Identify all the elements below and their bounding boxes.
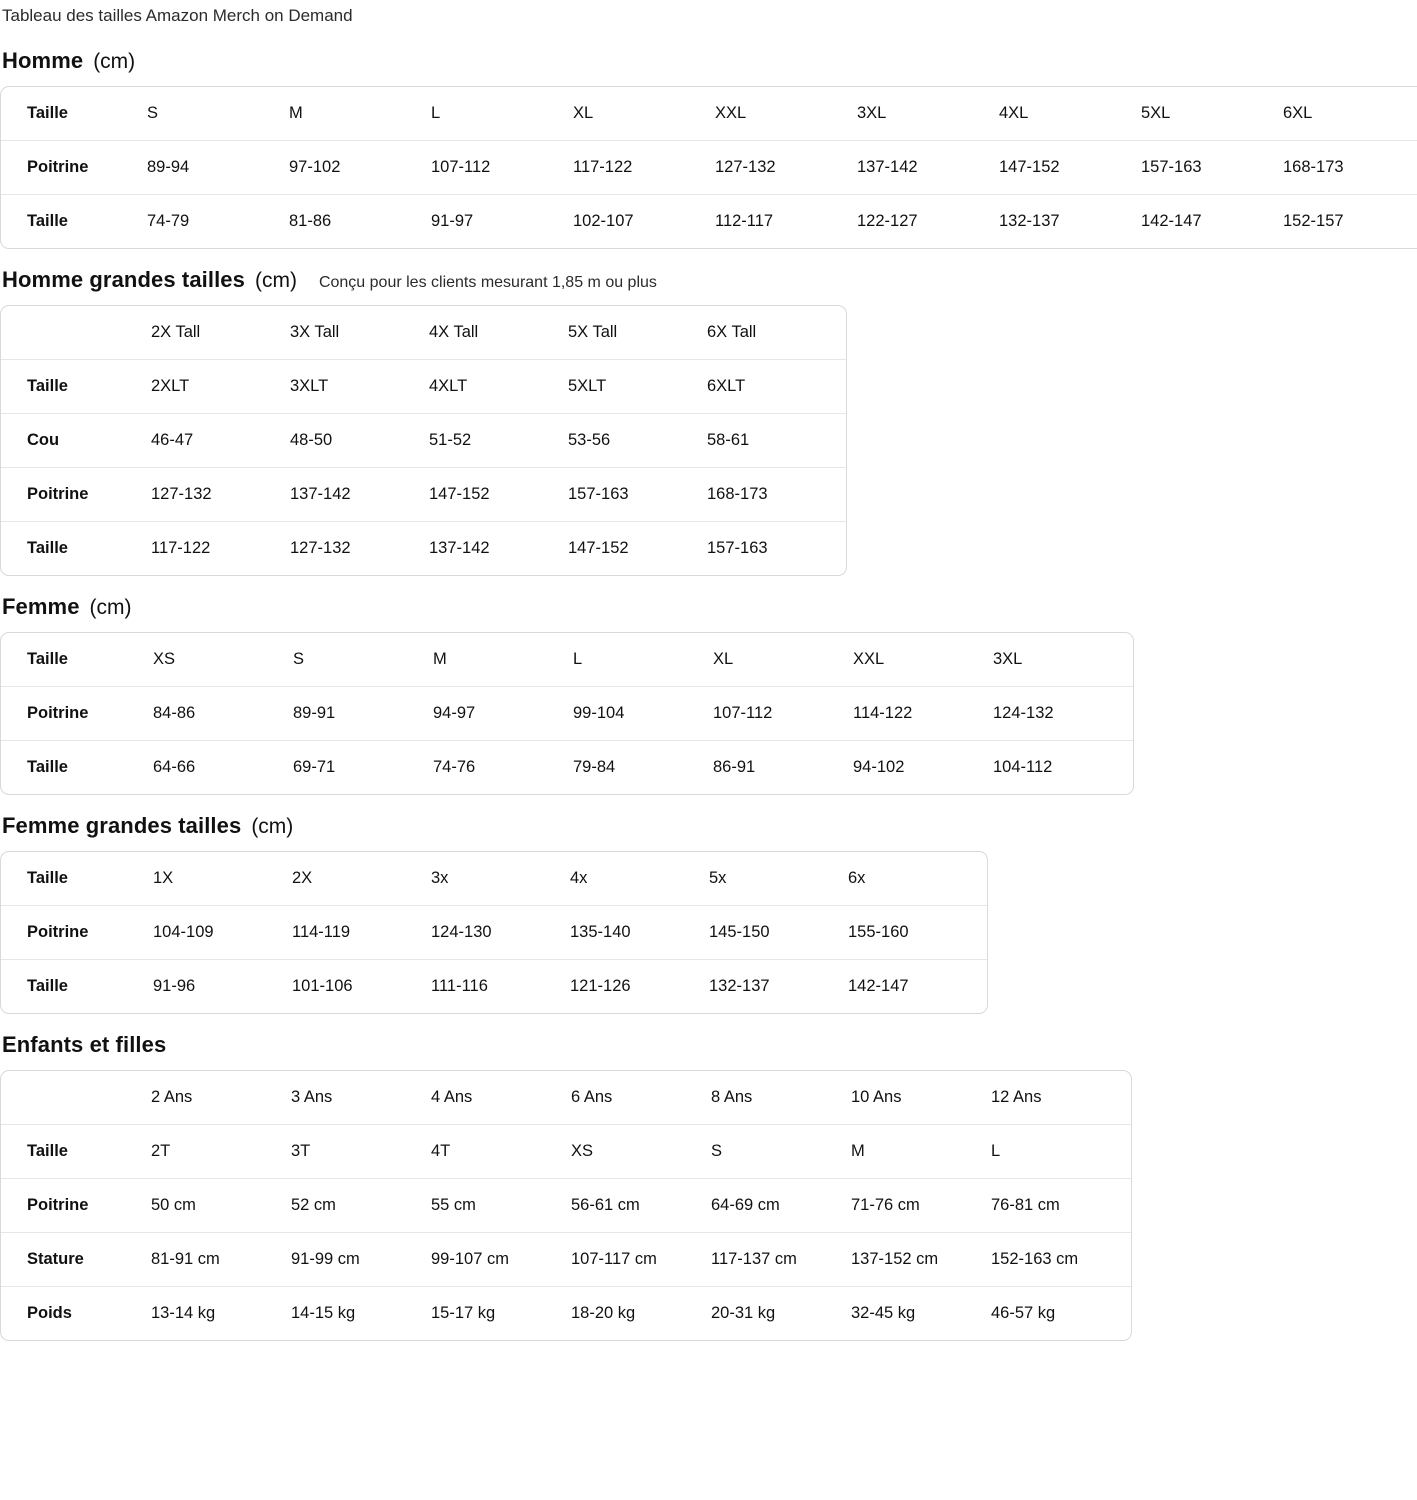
table-cell: 107-112 [713, 687, 853, 741]
table-cell: 3XL [857, 87, 999, 141]
table-cell: 157-163 [568, 468, 707, 522]
row-label: Taille [27, 977, 68, 995]
table-cell: 4XLT [429, 360, 568, 414]
table-cell: 132-137 [709, 977, 770, 995]
table-femme-plus [0, 851, 988, 1014]
table-cell: 15-17 kg [431, 1304, 496, 1322]
table-cell: S [711, 1125, 851, 1179]
table-cell: 3T [291, 1125, 431, 1179]
table-femme [0, 632, 1134, 795]
table-cell: 142-147 [1141, 212, 1202, 230]
section-homme [0, 48, 1417, 249]
table-row [1, 687, 1133, 741]
table-cell: XL [713, 633, 853, 687]
table-cell: M [851, 1125, 991, 1179]
table-cell: 91-99 cm [291, 1233, 431, 1287]
table-row [1, 141, 1417, 195]
table-cell: 112-117 [715, 212, 774, 230]
table-cell: 137-142 [857, 141, 999, 195]
table-enfants [0, 1070, 1132, 1341]
table-cell: 124-132 [993, 687, 1133, 741]
table-row [1, 960, 987, 1013]
table-cell: 97-102 [289, 141, 431, 195]
table-cell: 89-94 [147, 141, 289, 195]
table-cell: 8 Ans [711, 1071, 851, 1125]
table-cell: 6XLT [707, 360, 846, 414]
section-femme-plus [0, 813, 1417, 1014]
table-row [1, 195, 1417, 248]
table-cell: XS [153, 633, 293, 687]
table-cell: 137-142 [429, 539, 490, 557]
table-cell: 147-152 [568, 539, 629, 557]
row-label: Poids [27, 1304, 72, 1322]
table-cell: 157-163 [1141, 141, 1283, 195]
section-title-homme-tall: Homme grandes tailles [2, 267, 245, 292]
row-label: Taille [1, 852, 153, 906]
table-row [1, 468, 846, 522]
row-label: Poitrine [1, 468, 151, 522]
table-cell: 1X [153, 852, 292, 906]
table-cell: 168-173 [1283, 141, 1417, 195]
table-cell: L [431, 87, 573, 141]
section-note-homme-tall: Conçu pour les clients mesurant 1,85 m ou plus [318, 274, 657, 291]
table-row [1, 1125, 1131, 1179]
table-cell: 6x [848, 852, 987, 906]
table-cell: 46-57 kg [991, 1304, 1056, 1322]
section-title-femme: Femme [2, 594, 80, 619]
table-cell: 117-122 [151, 539, 211, 557]
section-unit-homme: (cm) [93, 50, 136, 73]
table-cell: L [991, 1125, 1131, 1179]
row-label: Taille [1, 633, 153, 687]
table-cell: 69-71 [293, 758, 336, 776]
table-cell: 84-86 [153, 687, 293, 741]
table-cell: 168-173 [707, 468, 846, 522]
table-cell: 86-91 [713, 758, 756, 776]
table-cell: 5x [709, 852, 848, 906]
table-cell: 32-45 kg [851, 1304, 916, 1322]
table-cell: 12 Ans [991, 1071, 1131, 1125]
table-cell: 2X [292, 852, 431, 906]
table-cell: 20-31 kg [711, 1304, 776, 1322]
table-cell: 46-47 [151, 414, 290, 468]
row-label: Taille [1, 360, 151, 414]
row-label: Taille [27, 212, 68, 230]
table-cell: 111-116 [431, 977, 488, 995]
table-cell: 135-140 [570, 906, 709, 960]
table-cell: XS [571, 1125, 711, 1179]
section-heading-enfants [0, 1032, 1417, 1058]
table-cell: 137-142 [290, 468, 429, 522]
table-cell: 5XLT [568, 360, 707, 414]
table-cell: 14-15 kg [291, 1304, 356, 1322]
table-row [1, 1287, 1131, 1340]
table-cell: XL [573, 87, 715, 141]
table-cell: 51-52 [429, 414, 568, 468]
section-unit-homme-tall: (cm) [254, 269, 297, 292]
table-cell: 18-20 kg [571, 1304, 636, 1322]
table-row [1, 1179, 1131, 1233]
table-cell: 137-152 cm [851, 1233, 991, 1287]
table-cell: 52 cm [291, 1179, 431, 1233]
table-cell: 79-84 [573, 758, 616, 776]
table-row [1, 852, 987, 906]
table-cell: 127-132 [290, 539, 351, 557]
table-cell: S [147, 87, 289, 141]
section-heading-femme [0, 594, 1417, 620]
table-row [1, 741, 1133, 794]
table-cell: 81-86 [289, 212, 332, 230]
table-cell: 5X Tall [568, 306, 707, 360]
table-cell: 74-76 [433, 758, 476, 776]
table-homme-tall [0, 305, 847, 576]
table-cell: 104-112 [993, 758, 1053, 776]
row-label: Taille [27, 758, 68, 776]
table-cell: 147-152 [429, 468, 568, 522]
table-cell: 64-69 cm [711, 1179, 851, 1233]
table-cell: 81-91 cm [151, 1233, 291, 1287]
row-label: Taille [1, 1125, 151, 1179]
table-cell: 3 Ans [291, 1071, 431, 1125]
row-label: Stature [1, 1233, 151, 1287]
table-cell: 124-130 [431, 906, 570, 960]
row-label: Taille [27, 539, 68, 557]
table-row [1, 633, 1133, 687]
table-cell: 114-119 [292, 906, 431, 960]
table-row [1, 522, 846, 575]
table-cell: 104-109 [153, 906, 292, 960]
table-cell: 102-107 [573, 212, 634, 230]
section-heading-homme-tall [0, 267, 1417, 293]
table-row [1, 360, 846, 414]
table-cell: 58-61 [707, 414, 846, 468]
table-cell: 3XLT [290, 360, 429, 414]
table-cell: 6 Ans [571, 1071, 711, 1125]
page-title: Tableau des tailles Amazon Merch on Demand [2, 6, 353, 25]
row-label: Cou [1, 414, 151, 468]
table-cell: 55 cm [431, 1179, 571, 1233]
table-row [1, 414, 846, 468]
table-row [1, 1233, 1131, 1287]
table-cell: 142-147 [848, 977, 909, 995]
table-cell: 94-97 [433, 687, 573, 741]
section-homme-tall [0, 267, 1417, 576]
section-unit-femme-plus: (cm) [251, 815, 294, 838]
table-cell: M [289, 87, 431, 141]
section-title-femme-plus: Femme grandes tailles [2, 813, 242, 838]
table-cell: 94-102 [853, 758, 905, 776]
table-cell: 56-61 cm [571, 1179, 711, 1233]
table-cell: 76-81 cm [991, 1179, 1131, 1233]
table-cell: 99-107 cm [431, 1233, 571, 1287]
section-title-homme: Homme [2, 48, 84, 73]
section-title-enfants: Enfants et filles [2, 1032, 167, 1057]
table-cell: 147-152 [999, 141, 1141, 195]
table-cell: 127-132 [151, 468, 290, 522]
section-heading-femme-plus [0, 813, 1417, 839]
table-cell: 117-122 [573, 141, 715, 195]
table-cell: 13-14 kg [151, 1304, 216, 1322]
table-cell: 2XLT [151, 360, 290, 414]
table-cell: 2 Ans [151, 1071, 291, 1125]
row-label [1, 1071, 151, 1125]
table-cell: 6X Tall [707, 306, 846, 360]
section-enfants [0, 1032, 1417, 1341]
table-cell: 4XL [999, 87, 1141, 141]
table-cell: 3x [431, 852, 570, 906]
row-label: Poitrine [1, 1179, 151, 1233]
table-cell: 99-104 [573, 687, 713, 741]
table-cell: 152-157 [1283, 212, 1344, 230]
table-cell: 114-122 [853, 687, 993, 741]
row-label [1, 306, 151, 360]
table-cell: 50 cm [151, 1179, 291, 1233]
table-row [1, 87, 1417, 141]
table-cell: XXL [715, 87, 857, 141]
table-cell: 5XL [1141, 87, 1283, 141]
table-cell: 74-79 [147, 212, 190, 230]
row-label: Poitrine [1, 687, 153, 741]
table-cell: S [293, 633, 433, 687]
table-cell: 2T [151, 1125, 291, 1179]
table-cell: 3XL [993, 633, 1133, 687]
table-cell: 121-126 [570, 977, 631, 995]
table-cell: 155-160 [848, 906, 987, 960]
table-row [1, 1071, 1131, 1125]
table-cell: 91-96 [153, 977, 196, 995]
table-cell: 4T [431, 1125, 571, 1179]
table-cell: 122-127 [857, 212, 918, 230]
section-heading-homme [0, 48, 1417, 74]
table-row [1, 906, 987, 960]
table-cell: XXL [853, 633, 993, 687]
table-cell: 107-117 cm [571, 1233, 711, 1287]
row-label: Poitrine [1, 141, 147, 195]
table-cell: 89-91 [293, 687, 433, 741]
table-cell: 3X Tall [290, 306, 429, 360]
table-cell: M [433, 633, 573, 687]
table-cell: 53-56 [568, 414, 707, 468]
table-cell: 152-163 cm [991, 1233, 1131, 1287]
table-cell: 4X Tall [429, 306, 568, 360]
section-femme [0, 594, 1417, 795]
table-cell: L [573, 633, 713, 687]
table-cell: 71-76 cm [851, 1179, 991, 1233]
section-unit-femme: (cm) [89, 596, 132, 619]
table-cell: 107-112 [431, 141, 573, 195]
table-cell: 6XL [1283, 87, 1417, 141]
table-cell: 127-132 [715, 141, 857, 195]
table-homme [0, 86, 1417, 249]
table-cell: 2X Tall [151, 306, 290, 360]
table-cell: 91-97 [431, 212, 474, 230]
table-cell: 10 Ans [851, 1071, 991, 1125]
table-cell: 145-150 [709, 906, 848, 960]
row-label: Poitrine [1, 906, 153, 960]
table-cell: 4x [570, 852, 709, 906]
row-label: Taille [1, 87, 147, 141]
table-cell: 4 Ans [431, 1071, 571, 1125]
table-cell: 157-163 [707, 539, 768, 557]
table-cell: 117-137 cm [711, 1233, 851, 1287]
table-cell: 64-66 [153, 758, 196, 776]
table-cell: 48-50 [290, 414, 429, 468]
table-cell: 132-137 [999, 212, 1060, 230]
table-cell: 101-106 [292, 977, 353, 995]
table-row [1, 306, 846, 360]
